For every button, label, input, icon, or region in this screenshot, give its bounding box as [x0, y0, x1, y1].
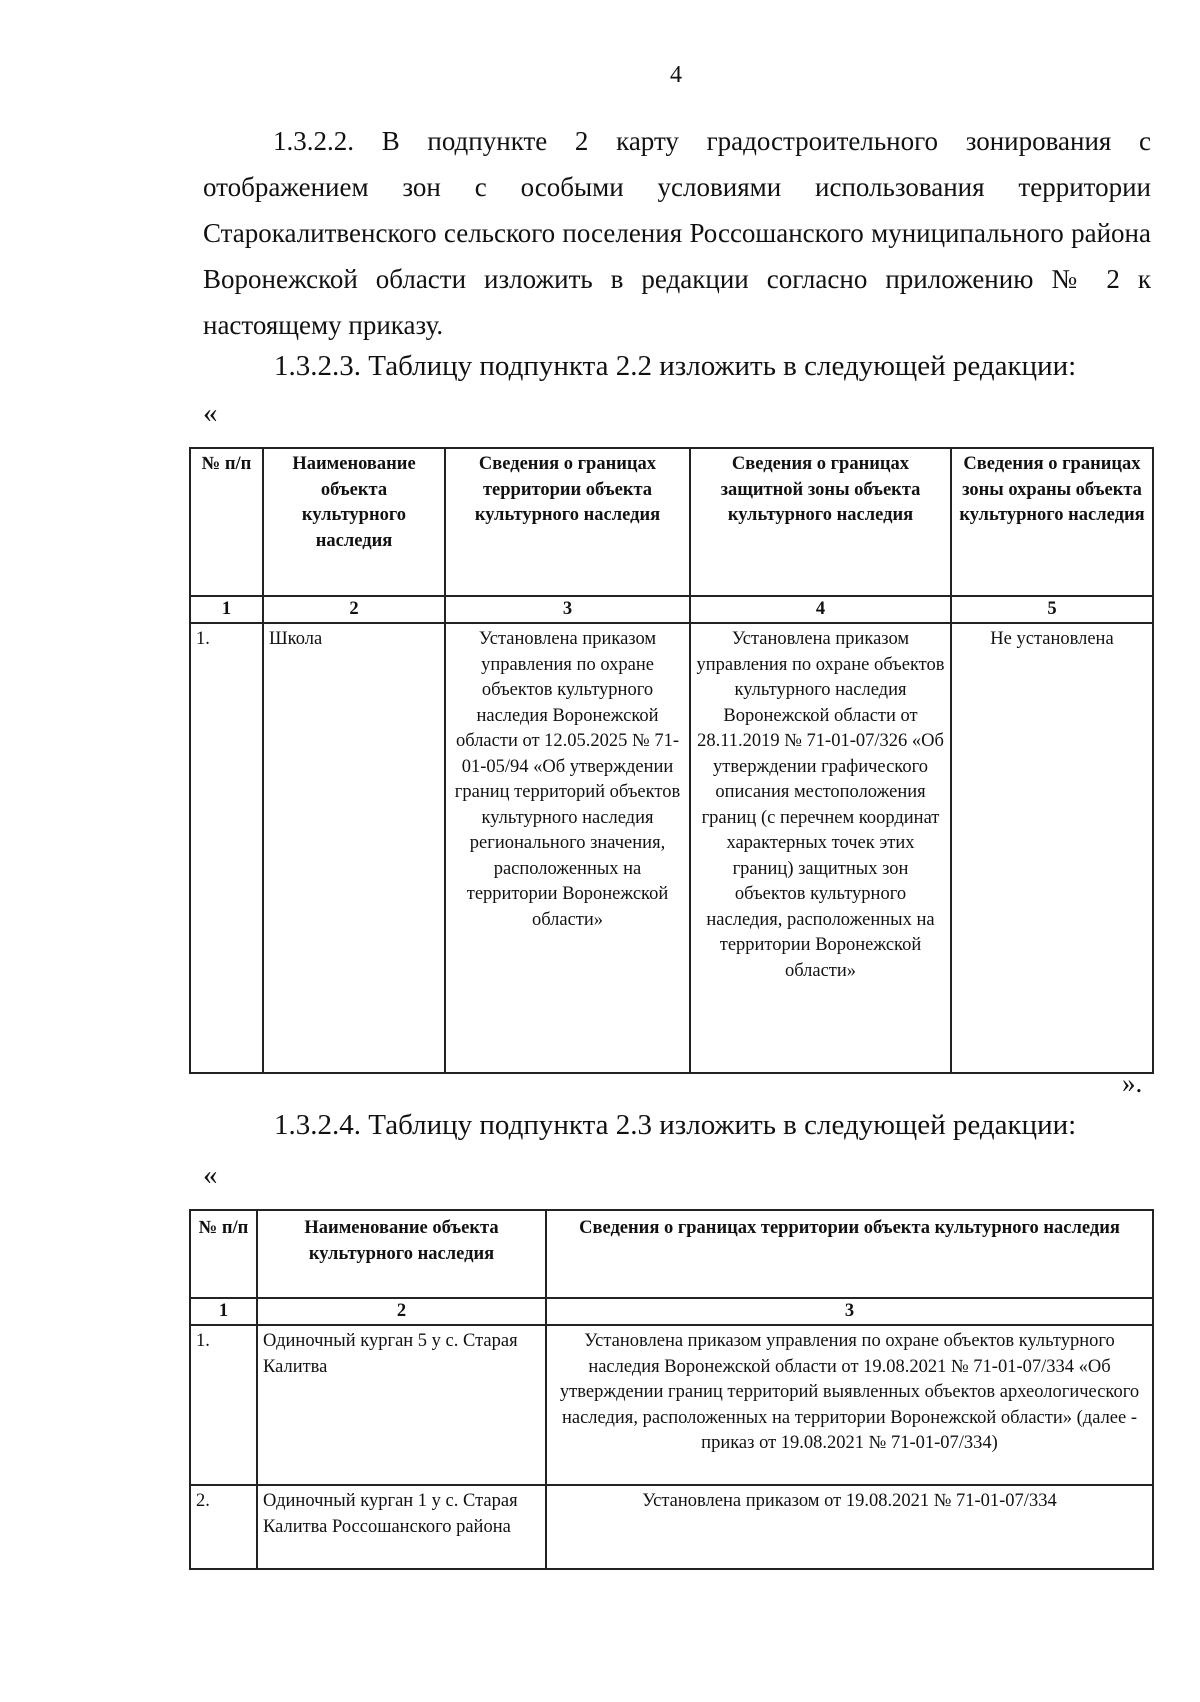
paragraph-1-3-2-4: 1.3.2.4. Таблицу подпункта 2.3 изложить в следующей редакции:: [274, 1109, 1077, 1141]
cell-object-name: Одиночный курган 5 у с. Старая Калитва: [257, 1325, 546, 1485]
paragraph-text: В подпункте 2 карту градостроительного зонирования с отображением зон с особыми условиями использования территории Старокалитвенского сельского поселения Россошанского муниципального района Воронежской области изложить в редакции согласно приложению № 2 к настоящему приказу.: [203, 126, 1151, 340]
column-number: 3: [546, 1298, 1153, 1325]
cell-territory: Установлена приказом от 19.08.2021 № 71-01-07/334: [546, 1485, 1153, 1569]
cell-object-name: Школа: [263, 623, 445, 1073]
column-number: 2: [257, 1298, 546, 1325]
header-number: № п/п: [190, 1210, 257, 1298]
column-number: 4: [690, 596, 951, 623]
column-number: 1: [190, 1298, 257, 1325]
header-territory-boundaries: Сведения о границах территории объекта культурного наследия: [445, 448, 690, 596]
column-number: 5: [951, 596, 1153, 623]
header-security-zone: Сведения о границах зоны охраны объекта культурного наследия: [951, 448, 1153, 596]
column-number-row: [190, 596, 1153, 623]
cell-security-zone: Не установлена: [951, 623, 1153, 1073]
cell-protective-zone: Установлена приказом управления по охране объектов культурного наследия Воронежской области от 28.11.2019 № 71-01-07/326 «Об утверждении графического описания местоположения границ (с перечнем координат характерных точек этих границ) защитных зон объектов культурного наследия, расположенных на территории Воронежской области»: [690, 623, 951, 1073]
column-number: 2: [263, 596, 445, 623]
table-header-row: [190, 448, 1153, 596]
header-number: № п/п: [190, 448, 263, 596]
opening-quote-2: «: [203, 1159, 218, 1191]
paragraph-lead: 1.3.2.2.: [273, 126, 354, 156]
header-object-name: Наименование объекта культурного наследия: [263, 448, 445, 596]
paragraph-1-3-2-2: [203, 118, 1151, 348]
cell-territory: Установлена приказом управления по охране объектов культурного наследия Воронежской области от 19.08.2021 № 71-01-07/334 «Об утверждении границ территорий выявленных объектов археологического наследия, расположенных на территории Воронежской области» (далее - приказ от 19.08.2021 № 71-01-07/334): [546, 1325, 1153, 1485]
table-row: [190, 623, 1153, 1073]
column-number-row: [190, 1298, 1153, 1325]
header-object-name: Наименование объекта культурного наследия: [257, 1210, 546, 1298]
cell-object-name: Одиночный курган 1 у с. Старая Калитва Россошанского района: [257, 1485, 546, 1569]
column-number: 3: [445, 596, 690, 623]
header-protective-zone: Сведения о границах защитной зоны объекта культурного наследия: [690, 448, 951, 596]
cell-number: 2.: [190, 1485, 257, 1569]
closing-quote-1: ».: [1122, 1068, 1143, 1098]
table-heritage-boundaries: [189, 447, 1154, 1074]
page-number: 4: [670, 62, 682, 88]
table-header-row: [190, 1210, 1153, 1298]
cell-number: 1.: [190, 623, 263, 1073]
cell-territory: Установлена приказом управления по охране объектов культурного наследия Воронежской области от 12.05.2025 № 71-01-05/94 «Об утверждении границ территорий объектов культурного наследия регионального значения, расположенных на территории Воронежской области»: [445, 623, 690, 1073]
header-territory-boundaries: Сведения о границах территории объекта культурного наследия: [546, 1210, 1153, 1298]
table-row: [190, 1485, 1153, 1569]
cell-number: 1.: [190, 1325, 257, 1485]
table-archaeological-boundaries: [189, 1209, 1154, 1570]
paragraph-1-3-2-3: 1.3.2.3. Таблицу подпункта 2.2 изложить в следующей редакции:: [274, 350, 1077, 382]
opening-quote-1: «: [203, 397, 218, 429]
table-row: [190, 1325, 1153, 1485]
column-number: 1: [190, 596, 263, 623]
